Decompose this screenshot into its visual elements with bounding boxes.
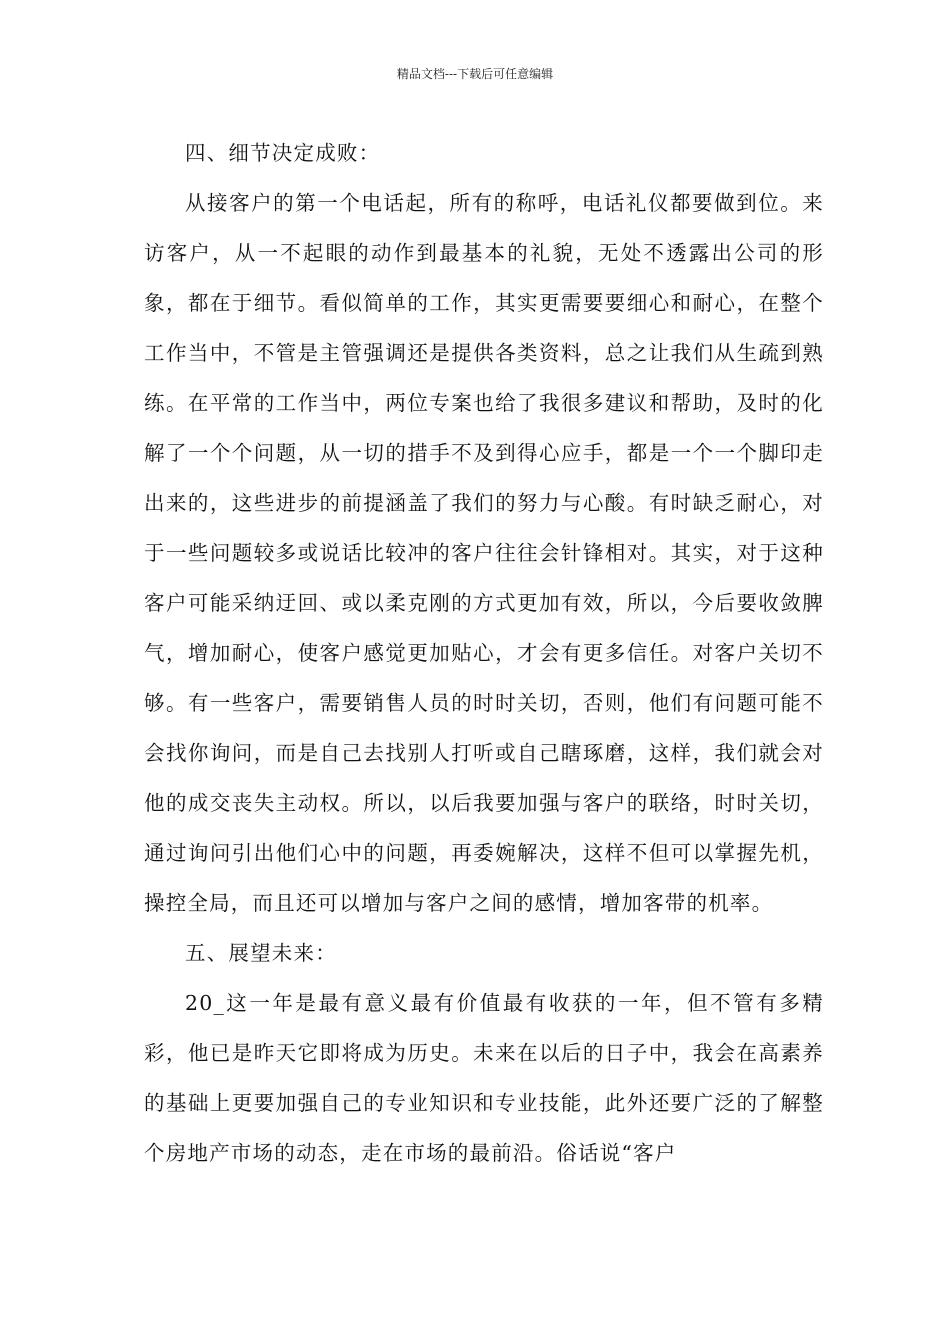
section-heading-details: 四、细节决定成败： <box>185 141 381 165</box>
paragraph-outlook: 20_这一年是最有意义最有价值最有收获的一年，但不管有多精彩，他已是昨天它即将成为历史。未来在以后的日子中，我会在高素养的基础上更要加强自己的专业知识和专业技能，此外还要广泛的了解整个房地产市场的动态，走在市场的最前沿。俗话说“客户 <box>144 991 824 1165</box>
paragraph-details: 从接客户的第一个电话起，所有的称呼，电话礼仪都要做到位。来访客户，从一不起眼的动作到最基本的礼貌，无处不透露出公司的形象，都在于细节。看似简单的工作，其实更需要要细心和耐心，在整个工作当中，不管是主管强调还是提供各类资料，总之让我们从生疏到熟练。在平常的工作当中，两位专案也给了我很多建议和帮助，及时的化解了一个个问题，从一切的措手不及到得心应手，都是一个一个脚印走出来的，这些进步的前提涵盖了我们的努力与心酸。有时缺乏耐心，对于一些问题较多或说话比较冲的客户往往会针锋相对。其实，对于这种客户可能采纳迂回、或以柔克刚的方式更加有效，所以，今后要收敛脾气，增加耐心，使客户感觉更加贴心，才会有更多信任。对客户关切不够。有一些客户，需要销售人员的时时关切，否则，他们有问题可能不会找你询问，而是自己去找别人打听或自己瞎琢磨，这样，我们就会对他的成交丧失主动权。所以，以后我要加强与客户的联络，时时关切，通过询问引出他们心中的问题，再委婉解决，这样不但可以掌握先机，操控全局，而且还可以增加与客户之间的感情，增加客带的机率。 <box>144 191 824 915</box>
page-header: 精品文档---下载后可任意编辑 <box>396 67 554 81</box>
document-body <box>144 128 824 1178</box>
section-heading-outlook: 五、展望未来： <box>185 941 337 965</box>
